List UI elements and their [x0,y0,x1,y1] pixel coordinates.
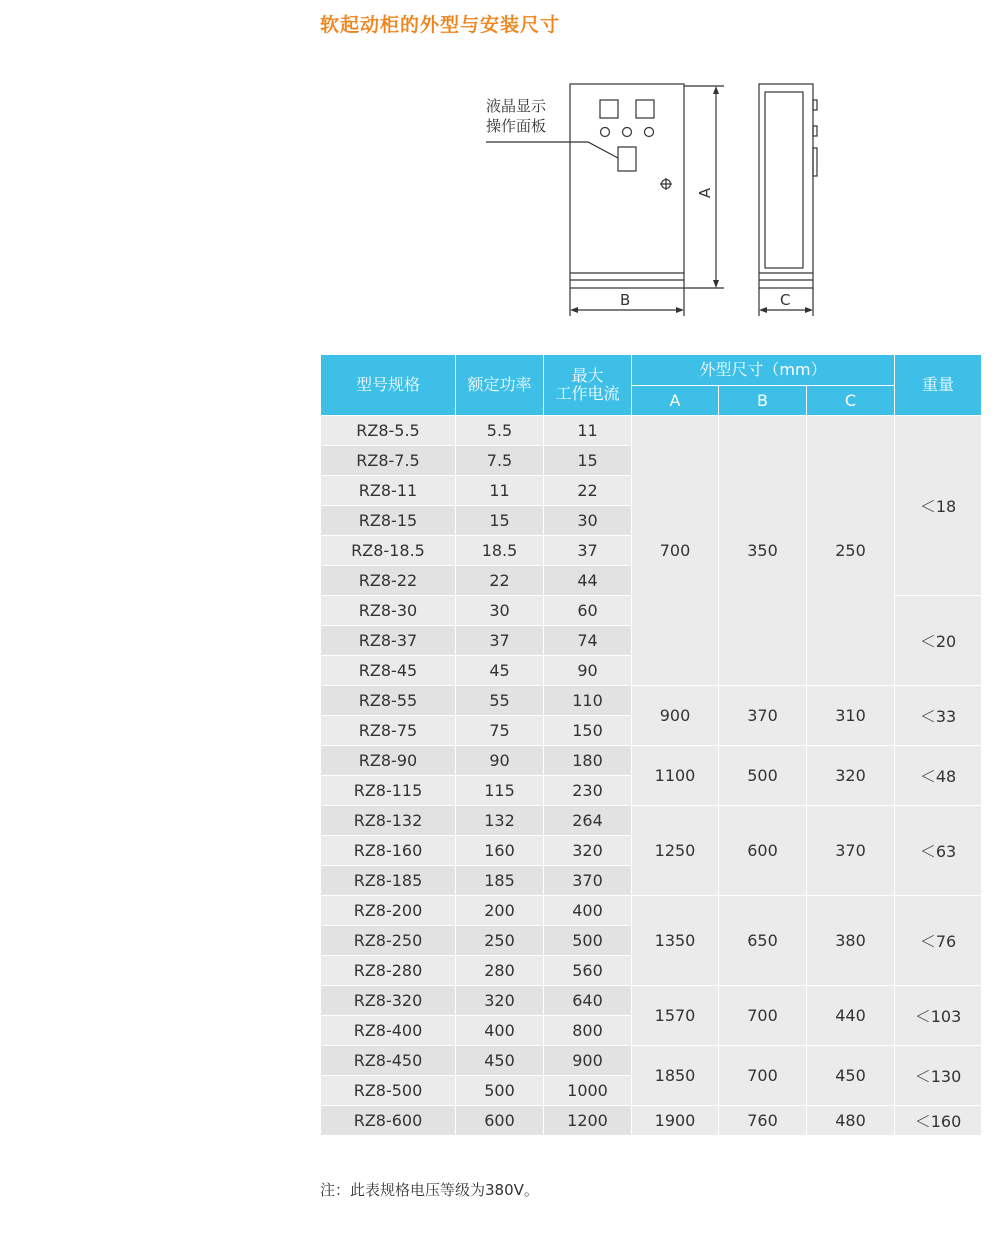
cell-model: RZ8-450 [321,1046,456,1076]
cell-power: 45 [456,656,544,686]
cell-dim-a: 700 [632,416,719,686]
header-current [544,355,632,416]
cell-dim-a: 1250 [632,806,719,896]
cell-current: 110 [544,686,632,716]
cell-weight: ＜20 [895,596,982,686]
header-dim-b: B [719,386,807,416]
table-row [321,686,982,716]
cell-model: RZ8-320 [321,986,456,1016]
cell-weight: ＜130 [895,1046,982,1106]
cell-power: 132 [456,806,544,836]
cell-dim-c: 480 [807,1106,895,1136]
cell-current: 37 [544,536,632,566]
cell-dim-c: 370 [807,806,895,896]
table-row [321,416,982,446]
cell-model: RZ8-500 [321,1076,456,1106]
cell-dim-c: 310 [807,686,895,746]
table-row [321,1046,982,1076]
cell-model: RZ8-132 [321,806,456,836]
dimension-a-label: A [696,187,715,199]
cell-model: RZ8-250 [321,926,456,956]
header-dim-c: C [807,386,895,416]
cell-model: RZ8-11 [321,476,456,506]
cell-model: RZ8-185 [321,866,456,896]
header-model: 型号规格 [321,355,456,416]
cell-current: 900 [544,1046,632,1076]
cell-weight: ＜63 [895,806,982,896]
cell-power: 185 [456,866,544,896]
cell-current: 180 [544,746,632,776]
cell-power: 90 [456,746,544,776]
header-dimensions: 外型尺寸（mm） [632,355,895,386]
cell-dim-c: 320 [807,746,895,806]
cell-current: 500 [544,926,632,956]
cell-model: RZ8-7.5 [321,446,456,476]
cell-weight: ＜18 [895,416,982,596]
cell-dim-b: 700 [719,1046,807,1106]
cell-power: 11 [456,476,544,506]
cell-current: 560 [544,956,632,986]
header-current-line-1: 最大 [571,366,604,385]
cell-weight: ＜33 [895,686,982,746]
cell-model: RZ8-200 [321,896,456,926]
cell-current: 22 [544,476,632,506]
cell-dim-b: 370 [719,686,807,746]
cell-power: 280 [456,956,544,986]
cell-power: 5.5 [456,416,544,446]
cell-dim-c: 440 [807,986,895,1046]
cell-current: 60 [544,596,632,626]
cell-power: 600 [456,1106,544,1136]
cabinet-side-outline [759,84,813,288]
cell-model: RZ8-18.5 [321,536,456,566]
cell-current: 90 [544,656,632,686]
cell-current: 370 [544,866,632,896]
cell-current: 150 [544,716,632,746]
cell-weight: ＜103 [895,986,982,1046]
cell-dim-b: 650 [719,896,807,986]
cell-model: RZ8-55 [321,686,456,716]
cell-power: 250 [456,926,544,956]
cell-weight: ＜76 [895,896,982,986]
callout-line-1: 液晶显示 [486,97,547,115]
page-title: 软起动柜的外型与安装尺寸 [320,14,561,36]
cell-current: 400 [544,896,632,926]
cell-current: 800 [544,1016,632,1046]
table-row [321,746,982,776]
cell-model: RZ8-5.5 [321,416,456,446]
cell-power: 450 [456,1046,544,1076]
cell-weight: ＜48 [895,746,982,806]
cell-dim-b: 500 [719,746,807,806]
cell-current: 1200 [544,1106,632,1136]
header-weight: 重量 [895,355,982,416]
cell-current: 74 [544,626,632,656]
cell-model: RZ8-160 [321,836,456,866]
cell-dim-c: 250 [807,416,895,686]
cell-dim-b: 600 [719,806,807,896]
cell-power: 115 [456,776,544,806]
cell-power: 55 [456,686,544,716]
cell-power: 18.5 [456,536,544,566]
cell-model: RZ8-400 [321,1016,456,1046]
cell-model: RZ8-30 [321,596,456,626]
meter-right [636,100,654,118]
cell-model: RZ8-37 [321,626,456,656]
cell-power: 7.5 [456,446,544,476]
dimension-c-label: C [780,291,791,309]
cell-current: 320 [544,836,632,866]
cell-dim-a: 1850 [632,1046,719,1106]
cell-model: RZ8-22 [321,566,456,596]
cell-power: 75 [456,716,544,746]
cell-dim-b: 350 [719,416,807,686]
cell-dim-a: 1350 [632,896,719,986]
spec-table [320,354,982,1136]
cell-dim-c: 380 [807,896,895,986]
cell-dim-a: 900 [632,686,719,746]
cell-model: RZ8-75 [321,716,456,746]
meter-left [600,100,618,118]
cell-current: 640 [544,986,632,1016]
lcd-panel-callout [486,96,546,136]
lcd-panel [618,147,636,171]
cell-current: 264 [544,806,632,836]
spec-table-body [321,416,982,1136]
header-current-line-2: 工作电流 [555,384,620,403]
cell-model: RZ8-90 [321,746,456,776]
cell-power: 320 [456,986,544,1016]
cell-dim-a: 1900 [632,1106,719,1136]
cell-current: 15 [544,446,632,476]
cell-power: 37 [456,626,544,656]
table-row [321,806,982,836]
cell-current: 44 [544,566,632,596]
table-row [321,986,982,1016]
table-row [321,896,982,926]
cell-model: RZ8-600 [321,1106,456,1136]
cell-dim-a: 1100 [632,746,719,806]
cell-weight: ＜160 [895,1106,982,1136]
cell-dim-b: 700 [719,986,807,1046]
header-dim-a: A [632,386,719,416]
cell-power: 22 [456,566,544,596]
cell-power: 500 [456,1076,544,1106]
table-row [321,1106,982,1136]
dimension-b-label: B [620,291,631,309]
cell-current: 230 [544,776,632,806]
cell-model: RZ8-280 [321,956,456,986]
callout-line-2: 操作面板 [486,117,547,135]
cell-dim-b: 760 [719,1106,807,1136]
cell-power: 160 [456,836,544,866]
header-power: 额定功率 [456,355,544,416]
cell-power: 15 [456,506,544,536]
cell-power: 400 [456,1016,544,1046]
cell-current: 1000 [544,1076,632,1106]
cell-dim-c: 450 [807,1046,895,1106]
cell-model: RZ8-115 [321,776,456,806]
footnote: 注：此表规格电压等级为380V。 [320,1181,539,1199]
cabinet-front-outline [570,84,684,288]
cell-model: RZ8-15 [321,506,456,536]
cell-dim-a: 1570 [632,986,719,1046]
cell-power: 200 [456,896,544,926]
cell-power: 30 [456,596,544,626]
cell-current: 30 [544,506,632,536]
cell-current: 11 [544,416,632,446]
cell-model: RZ8-45 [321,656,456,686]
